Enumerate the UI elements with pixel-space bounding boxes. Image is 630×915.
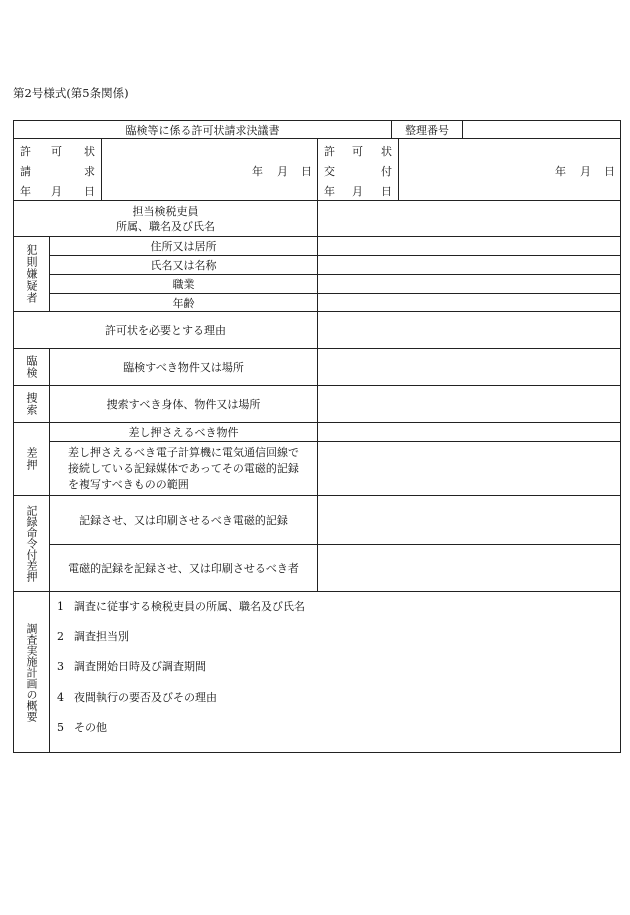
seizure-heading: 差押	[13, 422, 50, 496]
officer-label: 担当検税吏員 所属、職名及び氏名	[13, 200, 318, 237]
suspect-address-field[interactable]	[317, 236, 621, 256]
seizure-items-label: 差し押さえるべき物件	[49, 422, 318, 442]
issue-date-label: 許 可 状 交 付 年 月 日	[317, 138, 399, 201]
plan-item: 2 調査担当別	[57, 630, 129, 643]
seiri-number-label: 整理番号	[391, 120, 463, 139]
seizure-remote-record-label: 差し押さえるべき電子計算機に電気通信回線で 接続している記録媒体であってその電磁的記録 を複写すべきものの範囲	[49, 441, 318, 496]
plan-heading: 調査実施計画の概要	[13, 591, 50, 753]
reason-label: 許可状を必要とする理由	[13, 311, 318, 349]
seizure-items-field[interactable]	[317, 422, 621, 442]
record-order-record-label: 記録させ、又は印刷させるべき電磁的記録	[49, 495, 318, 545]
form-number-label: 第2号様式(第5条関係)	[13, 86, 129, 100]
plan-item: 3 調査開始日時及び調査期間	[57, 660, 206, 673]
suspect-address-label: 住所又は居所	[49, 236, 318, 256]
record-order-person-field[interactable]	[317, 544, 621, 592]
document-title: 臨検等に係る許可状請求決議書	[13, 120, 392, 139]
suspect-heading: 犯則嫌疑者	[13, 236, 50, 312]
inspection-label: 臨検すべき物件又は場所	[49, 348, 318, 386]
request-date-label: 許 可 状 請 求 年 月 日	[13, 138, 102, 201]
suspect-occupation-field[interactable]	[317, 274, 621, 294]
record-order-person-label: 電磁的記録を記録させ、又は印刷させるべき者	[49, 544, 318, 592]
search-label: 捜索すべき身体、物件又は場所	[49, 385, 318, 423]
suspect-occupation-label: 職業	[49, 274, 318, 294]
suspect-name-field[interactable]	[317, 255, 621, 275]
record-order-record-field[interactable]	[317, 495, 621, 545]
suspect-name-label: 氏名又は名称	[49, 255, 318, 275]
inspection-heading: 臨検	[13, 348, 50, 386]
issue-date-field[interactable]: 年 月 日	[398, 138, 621, 201]
suspect-age-field[interactable]	[317, 293, 621, 312]
seizure-remote-record-field[interactable]	[317, 441, 621, 496]
inspection-field[interactable]	[317, 348, 621, 386]
search-field[interactable]	[317, 385, 621, 423]
suspect-age-label: 年齢	[49, 293, 318, 312]
search-heading: 捜索	[13, 385, 50, 423]
request-date-field[interactable]: 年 月 日	[101, 138, 318, 201]
plan-item: 4 夜間執行の要否及びその理由	[57, 691, 217, 704]
officer-field[interactable]	[317, 200, 621, 237]
plan-item: 5 その他	[57, 721, 107, 734]
record-order-heading: 記録命令付差押	[13, 495, 50, 592]
seiri-number-field[interactable]	[462, 120, 621, 139]
plan-item: 1 調査に従事する検税吏員の所属、職名及び氏名	[57, 600, 305, 613]
reason-field[interactable]	[317, 311, 621, 349]
